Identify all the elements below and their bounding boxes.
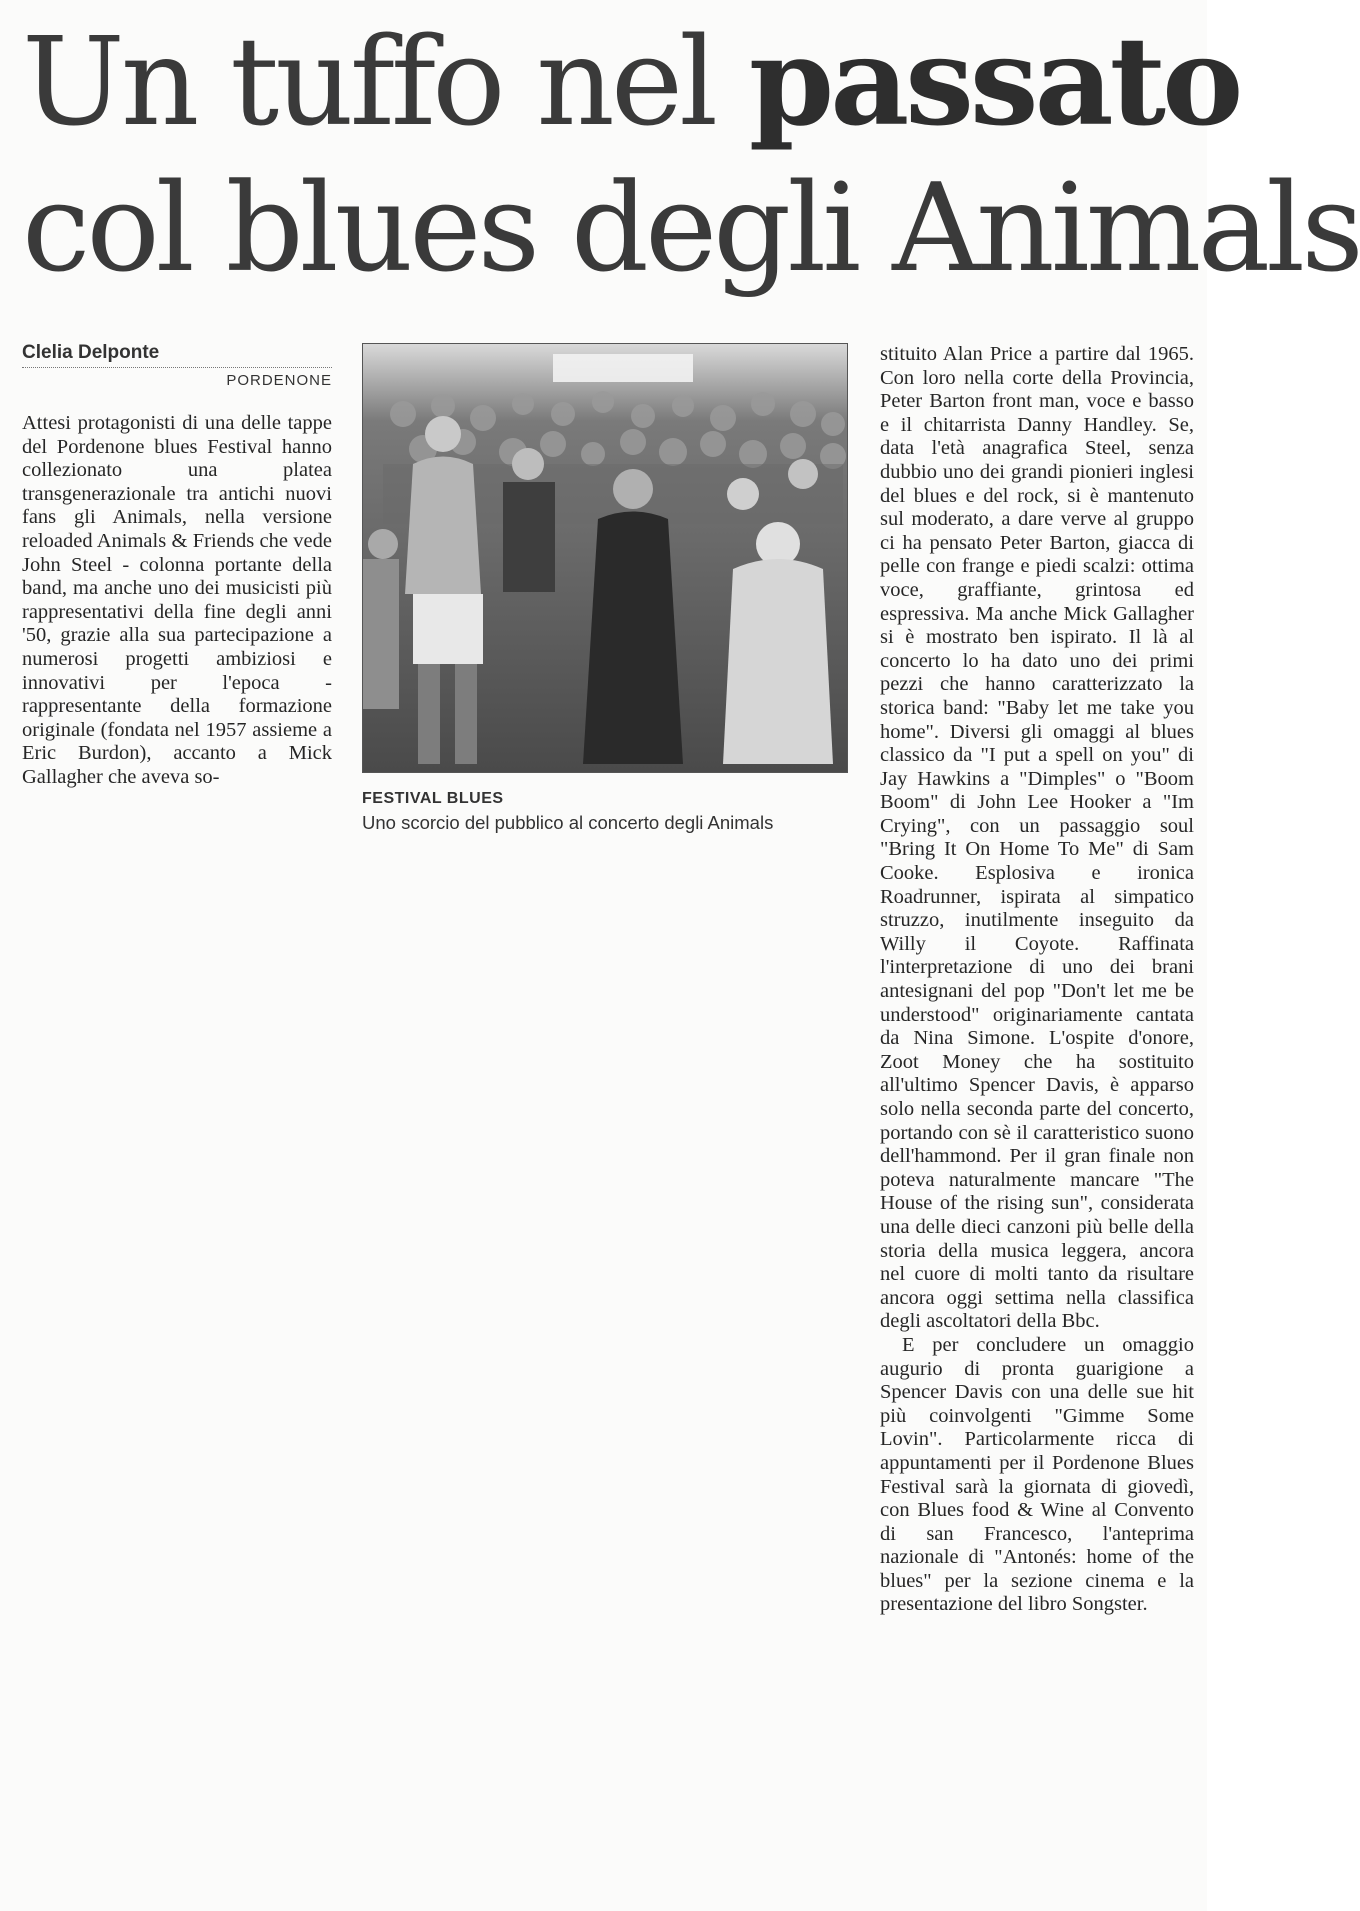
crowd-image: [363, 344, 847, 772]
photo-caption: [362, 790, 862, 834]
dateline-location: PORDENONE: [226, 372, 332, 389]
headline-line-2: col blues degli Animals: [22, 157, 1360, 299]
author-name: Clelia Delponte: [22, 342, 332, 368]
concert-photo: [362, 343, 848, 773]
headline-line-1-bold: passato: [748, 9, 1240, 153]
article-column-3: [880, 343, 1194, 1617]
headline-line-1-normal: Un tuffo nel: [22, 11, 749, 153]
article-column-1: [22, 412, 332, 790]
caption-kicker: FESTIVAL BLUES: [362, 790, 504, 807]
byline: [22, 342, 332, 389]
article-paragraph-3: E per concludere un omaggio augurio di pronta guarigione a Spencer Davis con una delle sue hit più coinvolgenti "Gimme Some Lovin". Particolarmente ricca di appuntamenti per il Pordenone Blues Festival sarà la giornata di giovedì, con Blues food & Wine al Convento di san Francesco, l'anteprima nazionale di "Antonés: home of the blues" per la sezione cinema e la presentazione del libro Songster.: [880, 1333, 1194, 1616]
article-paragraph-2: stituito Alan Price a partire dal 1965. Con loro nella corte della Provincia, Peter Barton front man, voce e basso e il chitarrista Danny Handley. Se, data l'età anagrafica Steel, senza dubbio uno dei grandi pionieri inglesi del blues e del rock, si è mantenuto sul moderato, a dare verve al gruppo ci ha pensato Peter Barton, giacca di pelle con frange e piedi scalzi: ottima voce, graffiante, grintosa ed espressiva. Ma anche Mick Gallagher si è mostrato ben ispirato. Il là al concerto lo ha dato uno dei primi pezzi che hanno caratterizzato la storica band: "Baby let me take you home". Diversi gli omaggi al blues classico da "I put a spell on you" di Jay Hawkins a "Dimples" o "Boom Boom" di John Lee Hooker a "Im Crying", con un passaggio soul "Bring It On Home To Me" di Sam Cooke. Esplosiva e ironica Roadrunner, ispirata al simpatico struzzo, inutilmente inseguito da Willy il Coyote. Raffinata l'interpretazione di uno dei brani antesignani del pop "Don't let me be understood" originariamente cantata da Nina Simone. L'ospite d'onore, Zoot Money che ha sostituito all'ultimo Spencer Davis, è apparso solo nella seconda parte del concerto, portando con sè il caratteristico suono dell'hammond. Per il gran finale non poteva naturalmente mancare "The House of the rising sun", considerata una delle dieci canzoni più belle della storia della musica leggera, ancora nel cuore di molti tanto da risultare ancora oggi settima nella classifica degli ascoltatori della Bbc.: [880, 343, 1194, 1333]
headline: [22, 8, 1360, 301]
caption-text: Uno scorcio del pubblico al concerto degli Animals: [362, 812, 774, 833]
article-paragraph-1: Attesi protagonisti di una delle tappe del Pordenone blues Festival hanno collezionato una platea transgenerazionale tra antichi nuovi fans gli Animals, nella versione reloaded Animals & Friends che vede John Steel - colonna portante della band, ma anche uno dei musicisti più rappresentativi della fine degli anni '50, grazie alla sua partecipazione a numerosi progetti ambiziosi e innovativi per l'epoca - rappresentante della formazione originale (fondata nel 1957 assieme a Eric Burdon), accanto a Mick Gallagher che aveva so-: [22, 412, 332, 788]
headline-line-1: [22, 8, 1240, 155]
